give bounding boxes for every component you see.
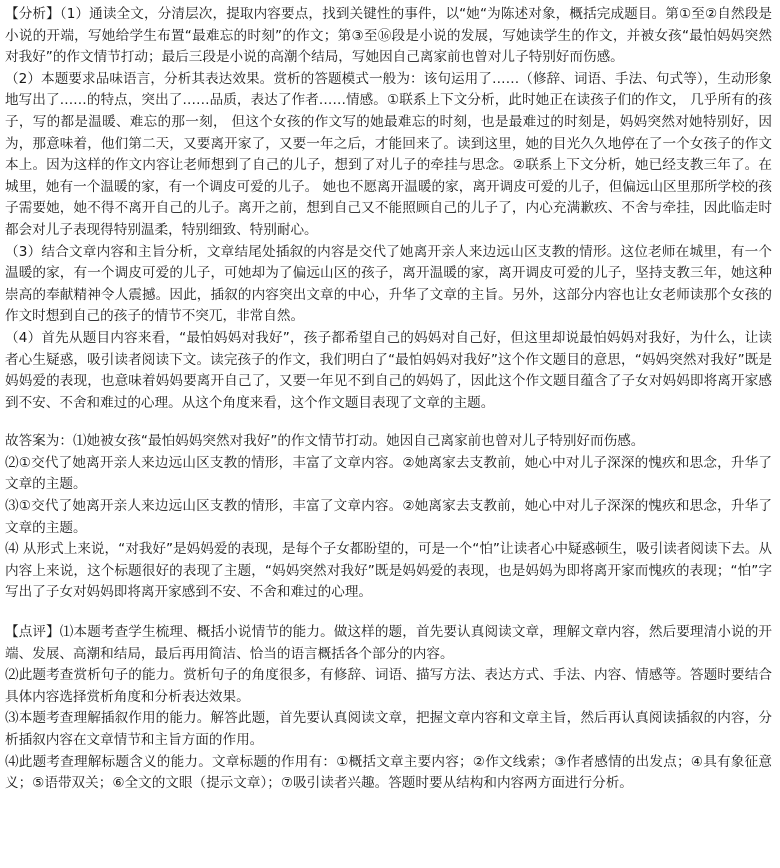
answer-4: ⑷ 从形式上来说，“对我好”是妈妈爱的表现，是每个子女都盼望的，可是一个“怕”让读者心中疑惑顿生，吸引读者阅读下去。从内容上来说，这个标题很好的表现了主题，“妈妈突然对我好”既是妈妈爱的表现，也是妈妈为即将离开家而愧疚的表现；“怕”字写出了子女对妈妈即将离开家感到不安、不舍和难过的心理。	[5, 541, 772, 601]
analysis-part-3: （3）结合文章内容和主旨分析，文章结尾处插叙的内容是交代了她离开亲人来边远山区支教的情形。这位老师在城里，有一个温暖的家，有一个调皮可爱的儿子，可她却为了偏远山区的孩子，离开温暖的家，离开调皮可爱的儿子，坚持支教三年，她这种崇高的奉献精神令人震撼。因此，插叙的内容突出文章的中心，升华了文章的主旨。另外，这部分内容也让女老师读那个女孩的作文时想到自己的孩子的情节不突兀，非常自然。	[5, 243, 772, 325]
analysis-part-2: （2）本题要求品味语言，分析其表达效果。赏析的答题模式一般为：该句运用了……（修辞、词语、手法、句式等），生动形象地写出了……的特点，突出了……品质，表达了作者……情感。①联系上下文分析，此时她正在读孩子们的作文， 几乎所有的孩子，写的都是温暖、难忘的那一刻， 但这个女孩的作文写的她最难忘的时刻，也是最难过的时刻是，妈妈突然对她特别好，因为，那意味着，他们第二天，又要离开家了，又要一年之后，才能回来了。读到这里，她的目光久久地停在了一个女孩子的作文本上。因为这样的作文内容让老师想到了自己的儿子，想到了对儿子的牵挂与思念。②联系上下文分析，她已经支教三年了。在城里，她有一个温暖的家，有一个调皮可爱的儿子。 她也不愿离开温暖的家，离开调皮可爱的儿子，但偏远山区里那所学校的孩子需要她，她不得不离开自己的儿子。离开之前，想到自己又不能照顾自己的儿子了，内心充满歉疚、不舍与牵挂，因此临走时 都会对儿子表现得特别温柔，特别细致、特别耐心。	[5, 70, 772, 238]
section-spacer	[5, 604, 772, 622]
answer-3: ⑶①交代了她离开亲人来边远山区支教的情形，丰富了文章内容。②她离家去支教前，她心中对儿子深深的愧疚和思念，升华了文章的主题。	[5, 498, 772, 536]
comment-2: ⑵此题考查赏析句子的能力。赏析句子的角度很多，有修辞、词语、描写方法、表达方式、手法、内容、情感等。答题时要结合具体内容选择赏析角度和分析表达效果。	[5, 667, 772, 705]
section-spacer	[5, 414, 772, 431]
analysis-part-1-text: （1）通读全文，分清层次，提取内容要点，找到关键性的事件，以“她“为陈述对象，概括完成题目。第①至②自然段是小说的开端，写她给学生布置“最难忘的时刻”的作文；第③至⑯段是小说的发展，写她读学生的作文，并被女孩“最怕妈妈突然对我好”的作文情节打动；最后三段是小说的高潮个结局，写她因自己离家前也曾对儿子特别好而伤感。	[5, 6, 772, 66]
analysis-part-1	[5, 4, 772, 69]
comment-label: 【点评】	[5, 624, 60, 641]
analysis-label: 【分析】	[5, 6, 60, 22]
answer-2: ⑵①交代了她离开亲人来边远山区支教的情形，丰富了文章内容。②她离家去支教前，她心中对儿子深深的愧疚和思念，升华了文章的主题。	[5, 454, 772, 493]
comment-1	[5, 622, 772, 665]
comment-3: ⑶本题考查理解插叙作用的能力。解答此题，首先要认真阅读文章，把握文章内容和文章主旨，然后再认真阅读插叙的内容，分析插叙内容在文章情节和主旨方面的作用。	[5, 710, 772, 748]
answer-1: 故答案为：⑴她被女孩“最怕妈妈突然对我好”的作文情节打动。她因自己离家前也曾对儿子特别好而伤感。	[5, 433, 645, 450]
comment-4: ⑷此题考查理解标题含义的能力。文章标题的作用有：①概括文章主要内容；②作文线索；③作者感情的出发点；④具有象征意义；⑤语带双关；⑥全文的文眼（提示文章）；⑦吸引读者兴趣。答题时要从结构和内容两方面进行分析。	[5, 753, 772, 792]
analysis-part-4: （4）首先从题目内容来看，“最怕妈妈对我好”，孩子都希望自己的妈妈对自己好，但这里却说最怕妈妈对我好，为什么，让读者心生疑惑，吸引读者阅读下文。读完孩子的作文，我们明白了“最怕妈妈对我好”这个作文题目的意思，“妈妈突然对我好”既是妈妈爱的表现，也意味着妈妈要离开自己了，又要一年见不到自己的妈妈了，因此这个作文题目蕴含了子女对妈妈即将离开家感到不安、不舍和难过的心理。从这个角度来看，这个作文题目表现了文章的主题。	[5, 329, 772, 411]
comment-1-text: ⑴本题考查学生梳理、概括小说情节的能力。做这样的题，首先要认真阅读文章，理解文章内容，然后要理清小说的开端、发展、高潮和结局，最后再用简洁、恰当的语言概括各个部分的内容。	[5, 624, 772, 662]
